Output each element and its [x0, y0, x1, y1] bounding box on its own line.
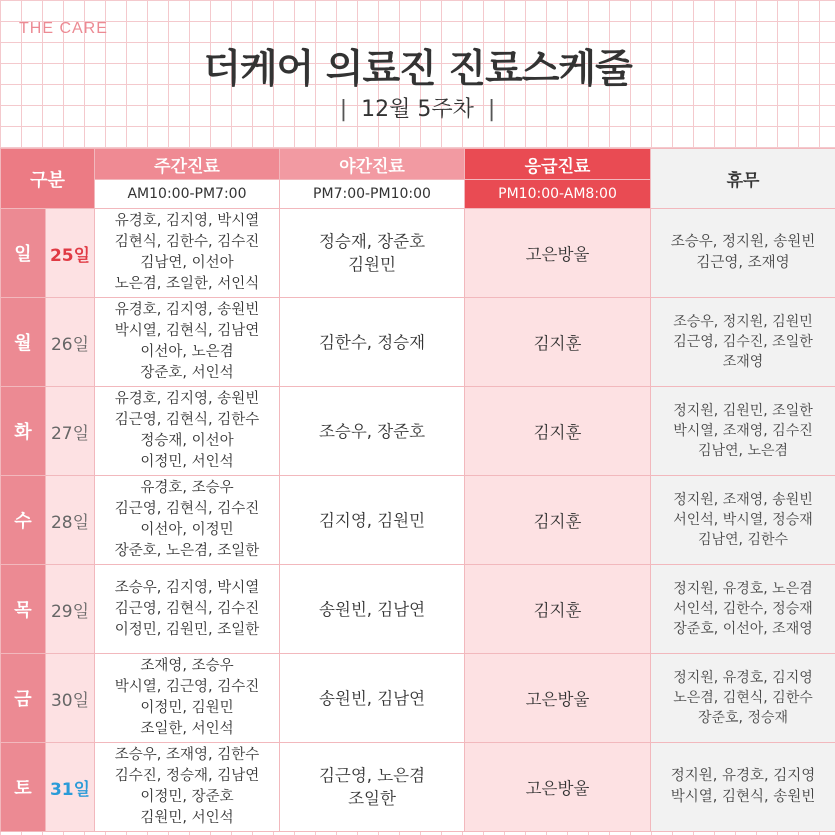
day-staff-line: 정승재, 이선아 [140, 433, 234, 449]
day-staff-line: 조승우, 조재영, 김한수 [114, 747, 260, 763]
emergency-shift-cell: 고은방울 [465, 743, 651, 832]
night-shift-cell [280, 654, 465, 743]
day-staff-line: 이정민, 장준호 [140, 789, 234, 805]
day-staff-line: 이선아, 이정민 [140, 522, 234, 538]
week-label: 12월 5주차 [361, 97, 474, 122]
night-staff-line: 정승재, 장준호 [318, 232, 426, 251]
off-staff-line: 조재영 [722, 354, 764, 370]
day-shift-header: 주간진료 [95, 149, 280, 180]
day-staff-line: 김수진, 정승재, 김남연 [114, 768, 260, 784]
day-staff-line: 김원민, 서인석 [140, 810, 234, 826]
off-cell [651, 743, 835, 832]
emergency-shift-cell: 고은방울 [465, 209, 651, 298]
division-header: 구분 [1, 149, 95, 209]
schedule-row [1, 476, 835, 565]
night-staff-line: 송원빈, 김남연 [318, 599, 426, 619]
date-cell: 25일 [46, 209, 95, 298]
page-title: 더케어 의료진 진료스케줄 [203, 47, 632, 92]
off-staff-line: 김남연, 김한수 [697, 532, 789, 548]
weekday-cell: 월 [1, 298, 46, 387]
weekday-cell: 일 [1, 209, 46, 298]
day-staff-line: 김근영, 김현식, 김수진 [114, 501, 260, 517]
emergency-shift-cell: 김지훈 [465, 476, 651, 565]
schedule-table [0, 148, 835, 832]
off-staff-line: 김남연, 노은겸 [697, 443, 789, 459]
night-staff-line: 조일한 [348, 789, 396, 808]
date-cell: 31일 [46, 743, 95, 832]
emergency-shift-header: 응급진료 [465, 149, 651, 180]
off-staff-line: 장준호, 이선아, 조재영 [673, 621, 813, 637]
day-staff-line: 노은겸, 조일한, 서인식 [114, 276, 260, 292]
emergency-shift-cell: 김지훈 [465, 565, 651, 654]
day-staff-line: 김근영, 김현식, 김수진 [114, 600, 260, 617]
day-shift-cell [95, 565, 280, 654]
date-cell: 30일 [46, 654, 95, 743]
day-staff-line: 유경호, 조승우 [140, 480, 234, 496]
night-staff-line: 조승우, 장준호 [318, 421, 426, 441]
day-staff-line: 박시열, 김현식, 김남연 [114, 323, 260, 339]
off-staff-line: 김근영, 조재영 [696, 255, 790, 271]
week-subtitle [0, 92, 835, 123]
day-staff-line: 이정민, 김원민, 조일한 [114, 621, 260, 638]
night-staff-line: 김지영, 김원민 [318, 510, 426, 530]
off-staff-line: 정지원, 유경호, 김지영 [673, 670, 813, 686]
day-staff-line: 유경호, 김지영, 송원빈 [114, 302, 260, 318]
emergency-shift-cell: 김지훈 [465, 387, 651, 476]
subtitle-bar-right: | [487, 97, 496, 122]
weekday-cell: 화 [1, 387, 46, 476]
day-staff-line: 이정민, 김원민 [140, 700, 234, 716]
schedule-row [1, 387, 835, 476]
day-staff-line: 이정민, 서인석 [140, 454, 234, 470]
off-staff-line: 조승우, 정지원, 김원민 [673, 314, 813, 330]
day-staff-line: 김근영, 김현식, 김한수 [114, 412, 260, 428]
day-shift-cell [95, 743, 280, 832]
night-shift-cell [280, 387, 465, 476]
day-staff-line: 조승우, 김지영, 박시열 [114, 579, 260, 596]
off-staff-line: 서인석, 박시열, 정승재 [673, 512, 813, 528]
weekday-cell: 금 [1, 654, 46, 743]
schedule-row [1, 654, 835, 743]
schedule-body [1, 209, 835, 832]
off-staff-line: 박시열, 조재영, 김수진 [673, 423, 813, 439]
off-cell [651, 209, 835, 298]
weekday-cell: 토 [1, 743, 46, 832]
night-shift-cell [280, 298, 465, 387]
day-staff-line: 유경호, 김지영, 박시열 [114, 213, 260, 229]
night-staff-line: 김한수, 정승재 [318, 332, 426, 352]
day-shift-time: AM10:00-PM7:00 [95, 180, 280, 209]
day-staff-line: 이선아, 노은겸 [140, 344, 234, 360]
day-staff-line: 김남연, 이선아 [140, 255, 234, 271]
day-shift-cell [95, 298, 280, 387]
off-staff-line: 정지원, 김원민, 조일한 [673, 403, 813, 419]
off-cell [651, 476, 835, 565]
day-shift-cell [95, 476, 280, 565]
day-staff-line: 장준호, 서인석 [140, 365, 234, 381]
night-shift-cell [280, 565, 465, 654]
weekday-cell: 수 [1, 476, 46, 565]
off-staff-line: 조승우, 정지원, 송원빈 [670, 234, 816, 250]
night-staff-line: 김원민 [348, 255, 396, 274]
day-staff-line: 김현식, 김한수, 김수진 [114, 234, 260, 250]
night-shift-header: 야간진료 [280, 149, 465, 180]
date-cell: 26일 [46, 298, 95, 387]
schedule-row [1, 743, 835, 832]
emergency-shift-cell: 고은방울 [465, 654, 651, 743]
day-shift-cell [95, 654, 280, 743]
day-shift-cell [95, 387, 280, 476]
off-cell [651, 654, 835, 743]
day-staff-line: 조재영, 조승우 [140, 658, 234, 674]
emergency-shift-time: PM10:00-AM8:00 [465, 180, 651, 209]
off-cell [651, 387, 835, 476]
night-staff-line: 송원빈, 김남연 [318, 688, 426, 708]
date-cell: 28일 [46, 476, 95, 565]
off-staff-line: 김근영, 김수진, 조일한 [673, 334, 813, 350]
day-staff-line: 조일한, 서인석 [140, 721, 234, 737]
off-staff-line: 정지원, 유경호, 노은겸 [673, 581, 813, 597]
brand-logo-text: THE CARE [19, 20, 108, 37]
off-staff-line: 정지원, 조재영, 송원빈 [673, 492, 813, 508]
night-shift-time: PM7:00-PM10:00 [280, 180, 465, 209]
off-staff-line: 박시열, 김현식, 송원빈 [670, 789, 816, 805]
night-shift-cell [280, 476, 465, 565]
day-staff-line: 박시열, 김근영, 김수진 [114, 679, 260, 695]
day-staff-line: 유경호, 김지영, 송원빈 [114, 391, 260, 407]
night-shift-cell [280, 209, 465, 298]
schedule-row [1, 209, 835, 298]
date-cell: 29일 [46, 565, 95, 654]
off-staff-line: 노은겸, 김현식, 김한수 [673, 690, 813, 706]
off-header: 휴무 [651, 149, 835, 209]
schedule-row [1, 565, 835, 654]
emergency-shift-cell: 김지훈 [465, 298, 651, 387]
schedule-row [1, 298, 835, 387]
off-cell [651, 298, 835, 387]
date-cell: 27일 [46, 387, 95, 476]
weekday-cell: 목 [1, 565, 46, 654]
off-staff-line: 장준호, 정승재 [697, 710, 789, 726]
day-staff-line: 장준호, 노은겸, 조일한 [114, 543, 260, 559]
off-cell [651, 565, 835, 654]
off-staff-line: 정지원, 유경호, 김지영 [670, 768, 816, 784]
off-staff-line: 서인석, 김한수, 정승재 [673, 601, 813, 617]
night-shift-cell [280, 743, 465, 832]
day-shift-cell [95, 209, 280, 298]
subtitle-bar-left: | [339, 97, 348, 122]
night-staff-line: 김근영, 노은겸 [318, 766, 426, 785]
